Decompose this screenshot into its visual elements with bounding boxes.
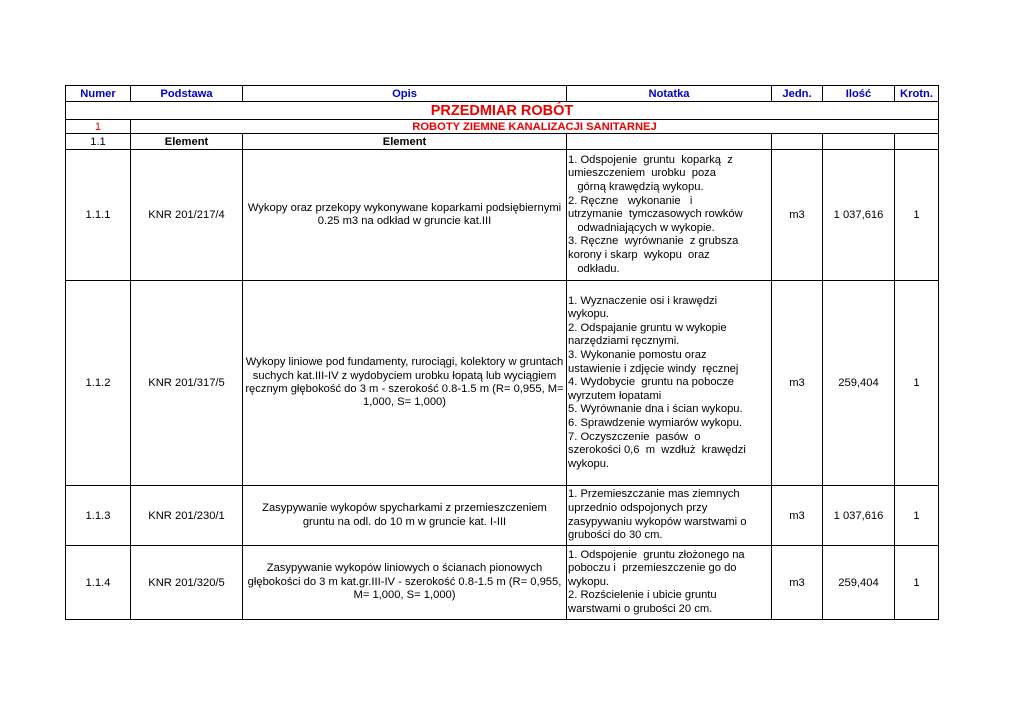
table-row	[66, 546, 939, 620]
section-number: 1	[66, 120, 131, 134]
row-notatka	[567, 150, 772, 281]
note-line: 2. Ręczne wykonanie i	[568, 194, 693, 207]
row-jedn: m3	[772, 281, 823, 486]
row-ilosc: 1 037,616	[823, 150, 895, 281]
header-opis: Opis	[243, 86, 567, 102]
table-row	[66, 150, 939, 281]
header-numer: Numer	[66, 86, 131, 102]
row-notatka	[567, 546, 772, 620]
row-numer: 1.1.2	[66, 281, 131, 486]
note-line: grubości do 30 cm.	[568, 529, 663, 542]
note-line: poboczu i przemieszczenie go do	[568, 562, 737, 575]
row-opis: Wykopy oraz przekopy wykonywane koparkami podsiębiernymi 0.25 m3 na odkład w gruncie kat.III	[243, 150, 567, 281]
subsection-opis: Element	[243, 134, 567, 150]
row-podstawa: KNR 201/230/1	[131, 486, 243, 546]
section-name: ROBOTY ZIEMNE KANALIZACJI SANITARNEJ	[131, 120, 939, 134]
row-opis: Zasypywanie wykopów liniowych o ścianach pionowych głębokości do 3 m kat.gr.III-IV - szerokość 0.8-1.5 m (R= 0,955, M= 1,000, S= 1,000)	[243, 546, 567, 620]
row-podstawa: KNR 201/320/5	[131, 546, 243, 620]
row-podstawa: KNR 201/317/5	[131, 281, 243, 486]
header-row	[66, 86, 939, 102]
row-notatka	[567, 486, 772, 546]
note-line: odwadniających w wykopie.	[568, 221, 715, 234]
note-line: 3. Ręczne wyrównanie z grubsza	[568, 235, 739, 248]
note-line: 5. Wyrównanie dna i ścian wykopu.	[568, 403, 743, 416]
note-line: odkładu.	[568, 262, 620, 275]
row-krotn: 1	[895, 486, 939, 546]
row-opis: Zasypywanie wykopów spycharkami z przemieszczeniem gruntu na odl. do 10 m w gruncie kat. I-III	[243, 486, 567, 546]
row-jedn: m3	[772, 546, 823, 620]
row-jedn: m3	[772, 486, 823, 546]
note-line: wykopu.	[568, 575, 610, 588]
header-ilosc: Ilość	[823, 86, 895, 102]
note-line: utrzymanie tymczasowych rowków	[568, 208, 743, 221]
document-title: PRZEDMIAR ROBÓT	[66, 102, 939, 120]
note-line: górną krawędzią wykopu.	[568, 181, 704, 194]
row-krotn: 1	[895, 546, 939, 620]
row-notatka	[567, 281, 772, 486]
note-line: 1. Wyznaczenie osi i krawędzi	[568, 294, 718, 307]
note-line: 6. Sprawdzenie wymiarów wykopu.	[568, 416, 743, 429]
note-line: narzędziami ręcznymi.	[568, 335, 680, 348]
header-jedn: Jedn.	[772, 86, 823, 102]
table-row	[66, 281, 939, 486]
note-line: wyrzutem łopatami	[568, 389, 662, 402]
note-line: wykopu.	[568, 308, 610, 321]
note-line: uprzednio odspojonych przy	[568, 501, 708, 514]
row-krotn: 1	[895, 281, 939, 486]
header-krotn: Krotn.	[895, 86, 939, 102]
table-row	[66, 486, 939, 546]
note-line: wykopu.	[568, 457, 610, 470]
row-jedn: m3	[772, 150, 823, 281]
note-line: korony i skarp wykopu oraz	[568, 248, 710, 261]
subsection-number: 1.1	[66, 134, 131, 150]
header-podstawa: Podstawa	[131, 86, 243, 102]
row-krotn: 1	[895, 150, 939, 281]
row-ilosc: 259,404	[823, 546, 895, 620]
title-row	[66, 102, 939, 120]
note-line: 1. Odspojenie gruntu koparką z	[568, 153, 733, 166]
note-line: 1. Odspojenie gruntu złożonego na	[568, 548, 745, 561]
note-line: zasypywaniu wykopów warstwami o	[568, 515, 747, 528]
note-line: 1. Przemieszczanie mas ziemnych	[568, 488, 740, 501]
subsection-krotn	[895, 134, 939, 150]
row-podstawa: KNR 201/217/4	[131, 150, 243, 281]
note-line: umieszczeniem urobku poza	[568, 167, 716, 180]
note-line: szerokości 0,6 m wzdłuż krawędzi	[568, 444, 746, 457]
note-line: ustawienie i zdjęcie windy ręcznej	[568, 362, 739, 375]
subsection-ilosc	[823, 134, 895, 150]
subsection-jedn	[772, 134, 823, 150]
row-numer: 1.1.3	[66, 486, 131, 546]
subsection-notatka	[567, 134, 772, 150]
row-opis: Wykopy liniowe pod fundamenty, rurociągi, kolektory w gruntach suchych kat.III-IV z wydobyciem urobku łopatą lub wyciągiem ręcznym głębokość do 3 m - szerokość 0.8-1.5 m (R= 0,955, M= 1,000, S= 1,000)	[243, 281, 567, 486]
header-notatka: Notatka	[567, 86, 772, 102]
note-line: 7. Oczyszczenie pasów o	[568, 430, 701, 443]
section-row	[66, 120, 939, 134]
row-ilosc: 259,404	[823, 281, 895, 486]
subsection-row	[66, 134, 939, 150]
row-ilosc: 1 037,616	[823, 486, 895, 546]
note-line: warstwami o grubości 20 cm.	[568, 602, 713, 615]
row-numer: 1.1.1	[66, 150, 131, 281]
subsection-podstawa: Element	[131, 134, 243, 150]
note-line: 2. Odspajanie gruntu w wykopie	[568, 321, 727, 334]
przedmiar-table	[65, 85, 939, 620]
note-line: 3. Wykonanie pomostu oraz	[568, 349, 707, 362]
note-line: 4. Wydobycie gruntu na pobocze	[568, 376, 734, 389]
row-numer: 1.1.4	[66, 546, 131, 620]
note-line: 2. Rozścielenie i ubicie gruntu	[568, 589, 717, 602]
